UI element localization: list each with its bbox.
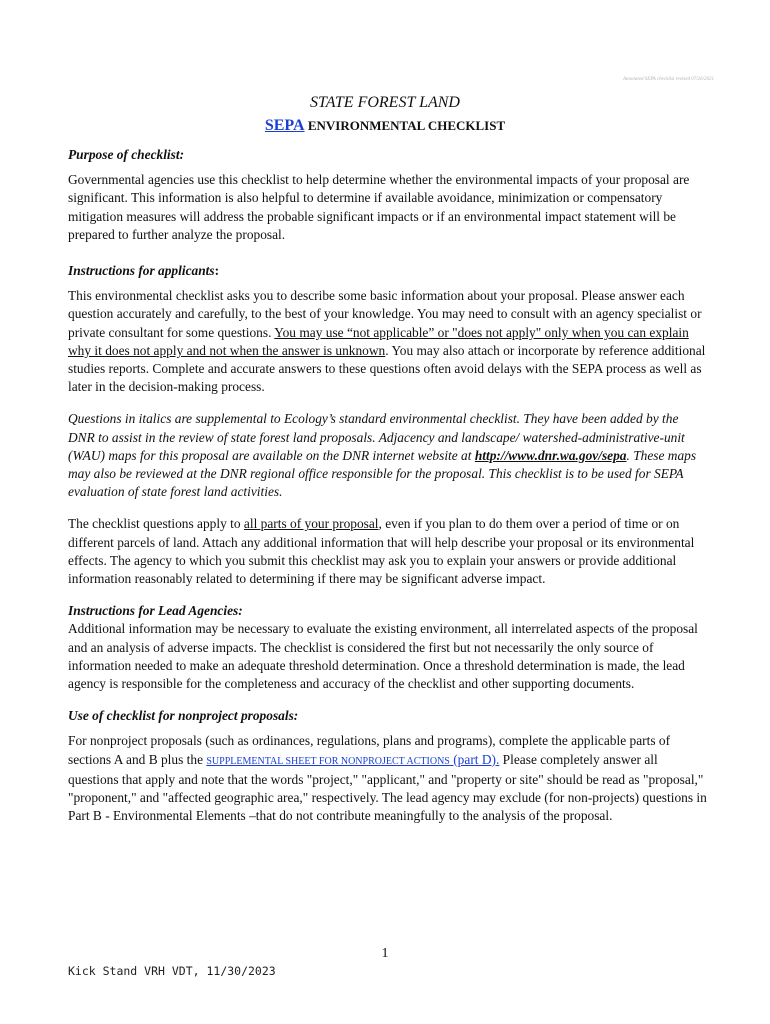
nonproject-text-b: Please completely answer all questions that apply and note that the words "project," "applicant," and "property or site" should be read as "proposal," "proponent," and "affected geographic area," respectively. The lead agency may exclude (for non-projects) questions in Part B - Environmental Elements –that do not contribute meaningfully to the analysis of the proposal. (68, 751, 707, 824)
document-subtitle (0, 117, 770, 135)
revision-note: Annotated SEPA checklist revised 07/26/2021 (622, 77, 714, 82)
page-number: 1 (381, 946, 389, 961)
applicants-heading (68, 262, 708, 280)
document-body (68, 146, 708, 826)
purpose-paragraph: Governmental agencies use this checklist to help determine whether the environmental impacts of your proposal are significant. This information is also helpful to determine if available avoidance, minimization or compensatory mitigation measures will address the probable significant impacts or if an environmental impact statement will be prepared to further analyze the proposal. (68, 172, 690, 242)
nonproject-text-a: For nonproject proposals (such as ordinances, regulations, plans and programs), complete the applicable parts of sections A and B plus the (68, 733, 671, 767)
supplemental-sheet-link-text: SUPPLEMENTAL SHEET FOR NONPROJECT ACTIONS (206, 755, 450, 767)
applicants-underlined-text: You may use “not applicable” or "does not apply" only when you can explain why it does not apply and not when the answer is unknown (68, 324, 689, 358)
supplemental-sheet-link[interactable] (206, 752, 499, 767)
applicants-heading-colon: : (214, 263, 220, 279)
nonproject-paragraph (68, 732, 708, 825)
lead-agencies-heading: Instructions for Lead Agencies: (68, 603, 243, 619)
scope-text-a: The checklist questions apply to (68, 516, 244, 532)
lead-agencies-paragraph: Additional information may be necessary to evaluate the existing environment, all interrelated aspects of the proposal and an analysis of adverse impacts. The checklist is considered the first but not necessarily the only source of information needed to make an adequate threshold determination. Once a threshold determination is made, the lead agency is responsible for the completeness and accuracy of the checklist and other supporting documents. (68, 621, 698, 692)
applicants-text-b: . You may also attach or incorporate by reference additional studies reports. Complete and accurate answers to these questions often avoid delays with the SEPA process as well as later in the decision-making process. (68, 342, 706, 395)
applicants-heading-text: Instructions for applicants (68, 263, 215, 279)
supplemental-italic-paragraph (68, 410, 708, 501)
document-title: STATE FOREST LAND (310, 94, 460, 111)
scope-underlined-text: all parts of your proposal (243, 516, 379, 532)
checklist-scope-paragraph (68, 515, 708, 588)
applicants-text-a: This environmental checklist asks you to describe some basic information about your proposal. Please answer each question accurately and carefully, to the best of your knowledge. You may need to consult with an agency specialist or private consultant for some questions. (68, 288, 702, 340)
italic-text-b: . These maps may also be reviewed at the DNR regional office responsible for the proposal. This checklist is to be used for SEPA evaluation of state forest land activities. (68, 447, 697, 500)
applicants-paragraph (68, 287, 708, 396)
subtitle-text: ENVIRONMENTAL CHECKLIST (304, 118, 506, 133)
dnr-sepa-link[interactable]: http://www.dnr.wa.gov/sepa (474, 447, 627, 463)
scope-text-b: , even if you plan to do them over a period of time or on different parcels of land. Attach any additional information that will help describe your proposal or its environmental effects. The agency to which you submit this checklist may ask you to explain your answers or provide additional information reasonably related to determining if there may be significant adverse impact. (68, 516, 695, 587)
purpose-heading: Purpose of checklist: (68, 147, 185, 162)
italic-text-a: Questions in italics are supplemental to Ecology’s standard environmental checklist. They have been added by the DNR to assist in the review of state forest land proposals. Adjacency and landscape/ watershed-administrative-unit (WAU) maps for this proposal are available on the DNR internet website at (68, 411, 685, 463)
footer-text: Kick Stand VRH VDT, 11/30/2023 (68, 964, 276, 978)
nonproject-heading: Use of checklist for nonproject proposals: (68, 708, 299, 724)
supplemental-sheet-part: (part D). (449, 751, 500, 767)
sepa-link[interactable]: SEPA (264, 117, 305, 134)
